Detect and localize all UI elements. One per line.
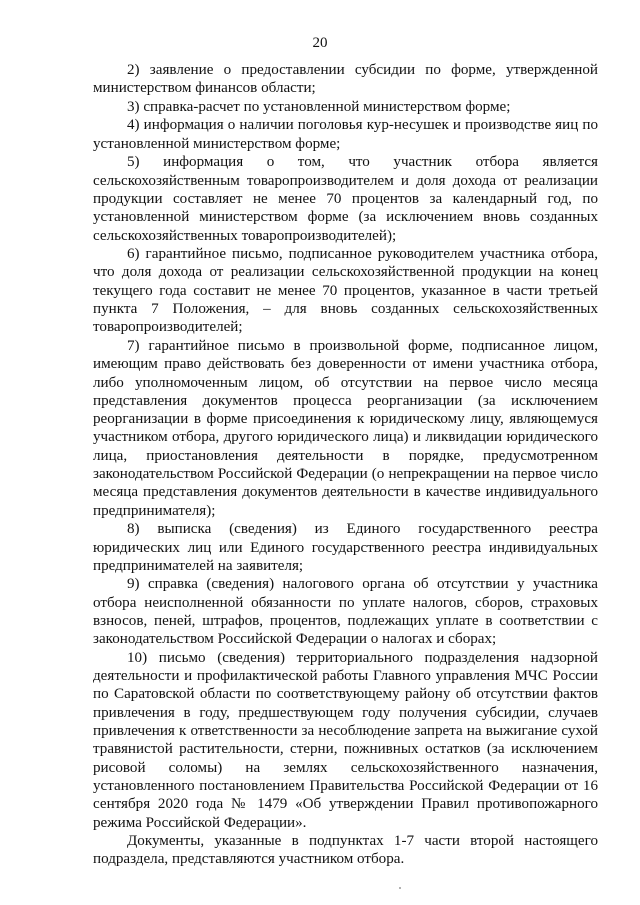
scan-speck — [399, 887, 401, 889]
document-body — [93, 61, 598, 869]
list-item-7: 7) гарантийное письмо в произвольной форме, подписанное лицом, имеющим право действовать без доверенности от имени участника отбора, либо уполномоченным лицом, об отсутствии на первое число месяца представления документов процесса реорганизации (за исключением реорганизации в форме присоединения к юридическому лицу, являющемуся участником отбора, другого юридического лица) и ликвидации юридического лица, приостановления деятельности в порядке, предусмотренном законодательством Российской Федерации (о непрекращении на первое число месяца представления документов деятельности в качестве индивидуального предпринимателя); — [93, 337, 598, 519]
list-item-4: 4) информация о наличии поголовья кур-несушек и производстве яиц по установленной министерством форме; — [93, 117, 598, 152]
page-number: 20 — [312, 35, 328, 51]
list-item-9: 9) справка (сведения) налогового органа об отсутствии у участника отбора неисполненной обязанности по уплате налогов, сборов, страховых взносов, пеней, штрафов, процентов, подлежащих уплате в соответствии с законодательством Российской Федерации о налогах и сборах; — [93, 576, 598, 648]
list-item-2: 2) заявление о предоставлении субсидии по форме, утвержденной министерством финансов области; — [93, 62, 598, 97]
list-item-8: 8) выписка (сведения) из Единого государственного реестра юридических лиц или Единого государственного реестра индивидуальных предпринимателей на заявителя; — [93, 521, 598, 574]
list-item-10: 10) письмо (сведения) территориального подразделения надзорной деятельности и профилактической работы Главного управления МЧС России по Саратовской области по соответствующему району об отсутствии фактов привлечения в году, предшествующем году получения субсидии, случаев привлечения к ответственности за несоблюдение запрета на выжигание сухой травянистой растительности, стерни, пожнивных остатков (за исключением рисовой соломы) на землях сельскохозяйственного назначения, установленного постановлением Правительства Российской Федерации от 16 сентября 2020 года № 1479 «Об утверждении Правил противопожарного режима Российской Федерации». — [93, 649, 598, 831]
list-item-5: 5) информация о том, что участник отбора является сельскохозяйственным товаропроизводителем и доля дохода от реализации продукции составляет не менее 70 процентов за календарный год, по установленной министерством форме (за исключением вновь созданных сельскохозяйственных товаропроизводителей); — [93, 154, 598, 244]
closing-paragraph: Документы, указанные в подпунктах 1-7 части второй настоящего подраздела, представляются участником отбора. — [93, 833, 598, 868]
list-item-6: 6) гарантийное письмо, подписанное руководителем участника отбора, что доля дохода от реализации сельскохозяйственной продукции на конец текущего года составит не менее 70 процентов, указанное в части третьей пункта 7 Положения, – для вновь созданных сельскохозяйственных товаропроизводителей; — [93, 246, 598, 336]
list-item-3: 3) справка-расчет по установленной министерством форме; — [127, 98, 511, 115]
